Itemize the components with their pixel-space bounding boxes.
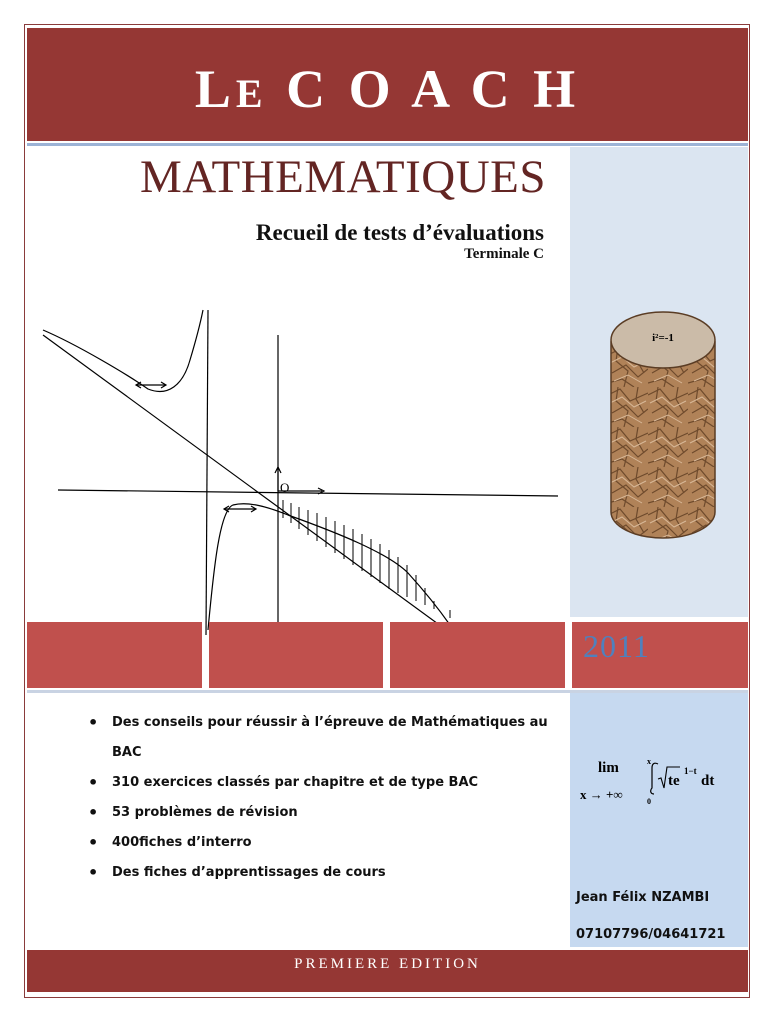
title-initial: L (194, 59, 236, 119)
function-graph (38, 305, 563, 645)
formula-integrand: te (668, 773, 680, 789)
origin-label: O (280, 480, 290, 495)
cylinder-graphic (608, 307, 718, 547)
upper-curve (43, 310, 203, 391)
formula-lower-bound: 0 (647, 797, 651, 806)
feature-list (88, 708, 558, 888)
oblique-asymptote (43, 335, 460, 640)
header-banner (27, 28, 748, 141)
book-subtitle: Recueil de tests d’évaluations (255, 220, 544, 245)
feature-item: • Des conseils pour réussir à l’épreuve de Mathématiques au BAC (88, 708, 558, 768)
edition-label: PREMIERE EDITION (294, 956, 481, 972)
feature-item: • 53 problèmes de révision (88, 798, 558, 828)
formula-dt: dt (701, 773, 715, 789)
feature-item: • 310 exercices classés par chapitre et de type BAC (88, 768, 558, 798)
formula-upper-bound: x (647, 757, 651, 766)
red-block-2 (209, 622, 383, 688)
title-initial-small: E (235, 71, 268, 116)
formula-lim: lim (598, 760, 619, 776)
author-phone: 07107796/04641721 (576, 927, 726, 942)
title-rest: C O A C H (286, 59, 581, 119)
hatched-area (283, 500, 450, 618)
cylinder-body (611, 342, 715, 538)
lower-curve (208, 504, 450, 630)
feature-item: • 400fiches d’interro (88, 828, 558, 858)
edition-year: 2011 (583, 628, 650, 664)
formula-exponent: 1−t (684, 766, 697, 776)
limit-formula (580, 752, 740, 812)
integral-sign (651, 763, 658, 794)
formula-limit-variable: x → +∞ (580, 787, 623, 802)
author-name: Jean Félix NZAMBI (576, 890, 710, 905)
class-level: Terminale C (464, 246, 544, 262)
separator-top (27, 143, 748, 146)
red-block-3 (390, 622, 565, 688)
subject-title: MATHEMATIQUES (140, 151, 546, 203)
book-title (27, 59, 748, 119)
footer-banner (27, 950, 748, 992)
feature-item: • Des fiches d’apprentissages de cours (88, 858, 558, 888)
red-block-1 (27, 622, 202, 688)
info-panel (570, 693, 748, 947)
cylinder-label: i²=-1 (652, 332, 674, 344)
vertical-asymptote (206, 310, 208, 635)
